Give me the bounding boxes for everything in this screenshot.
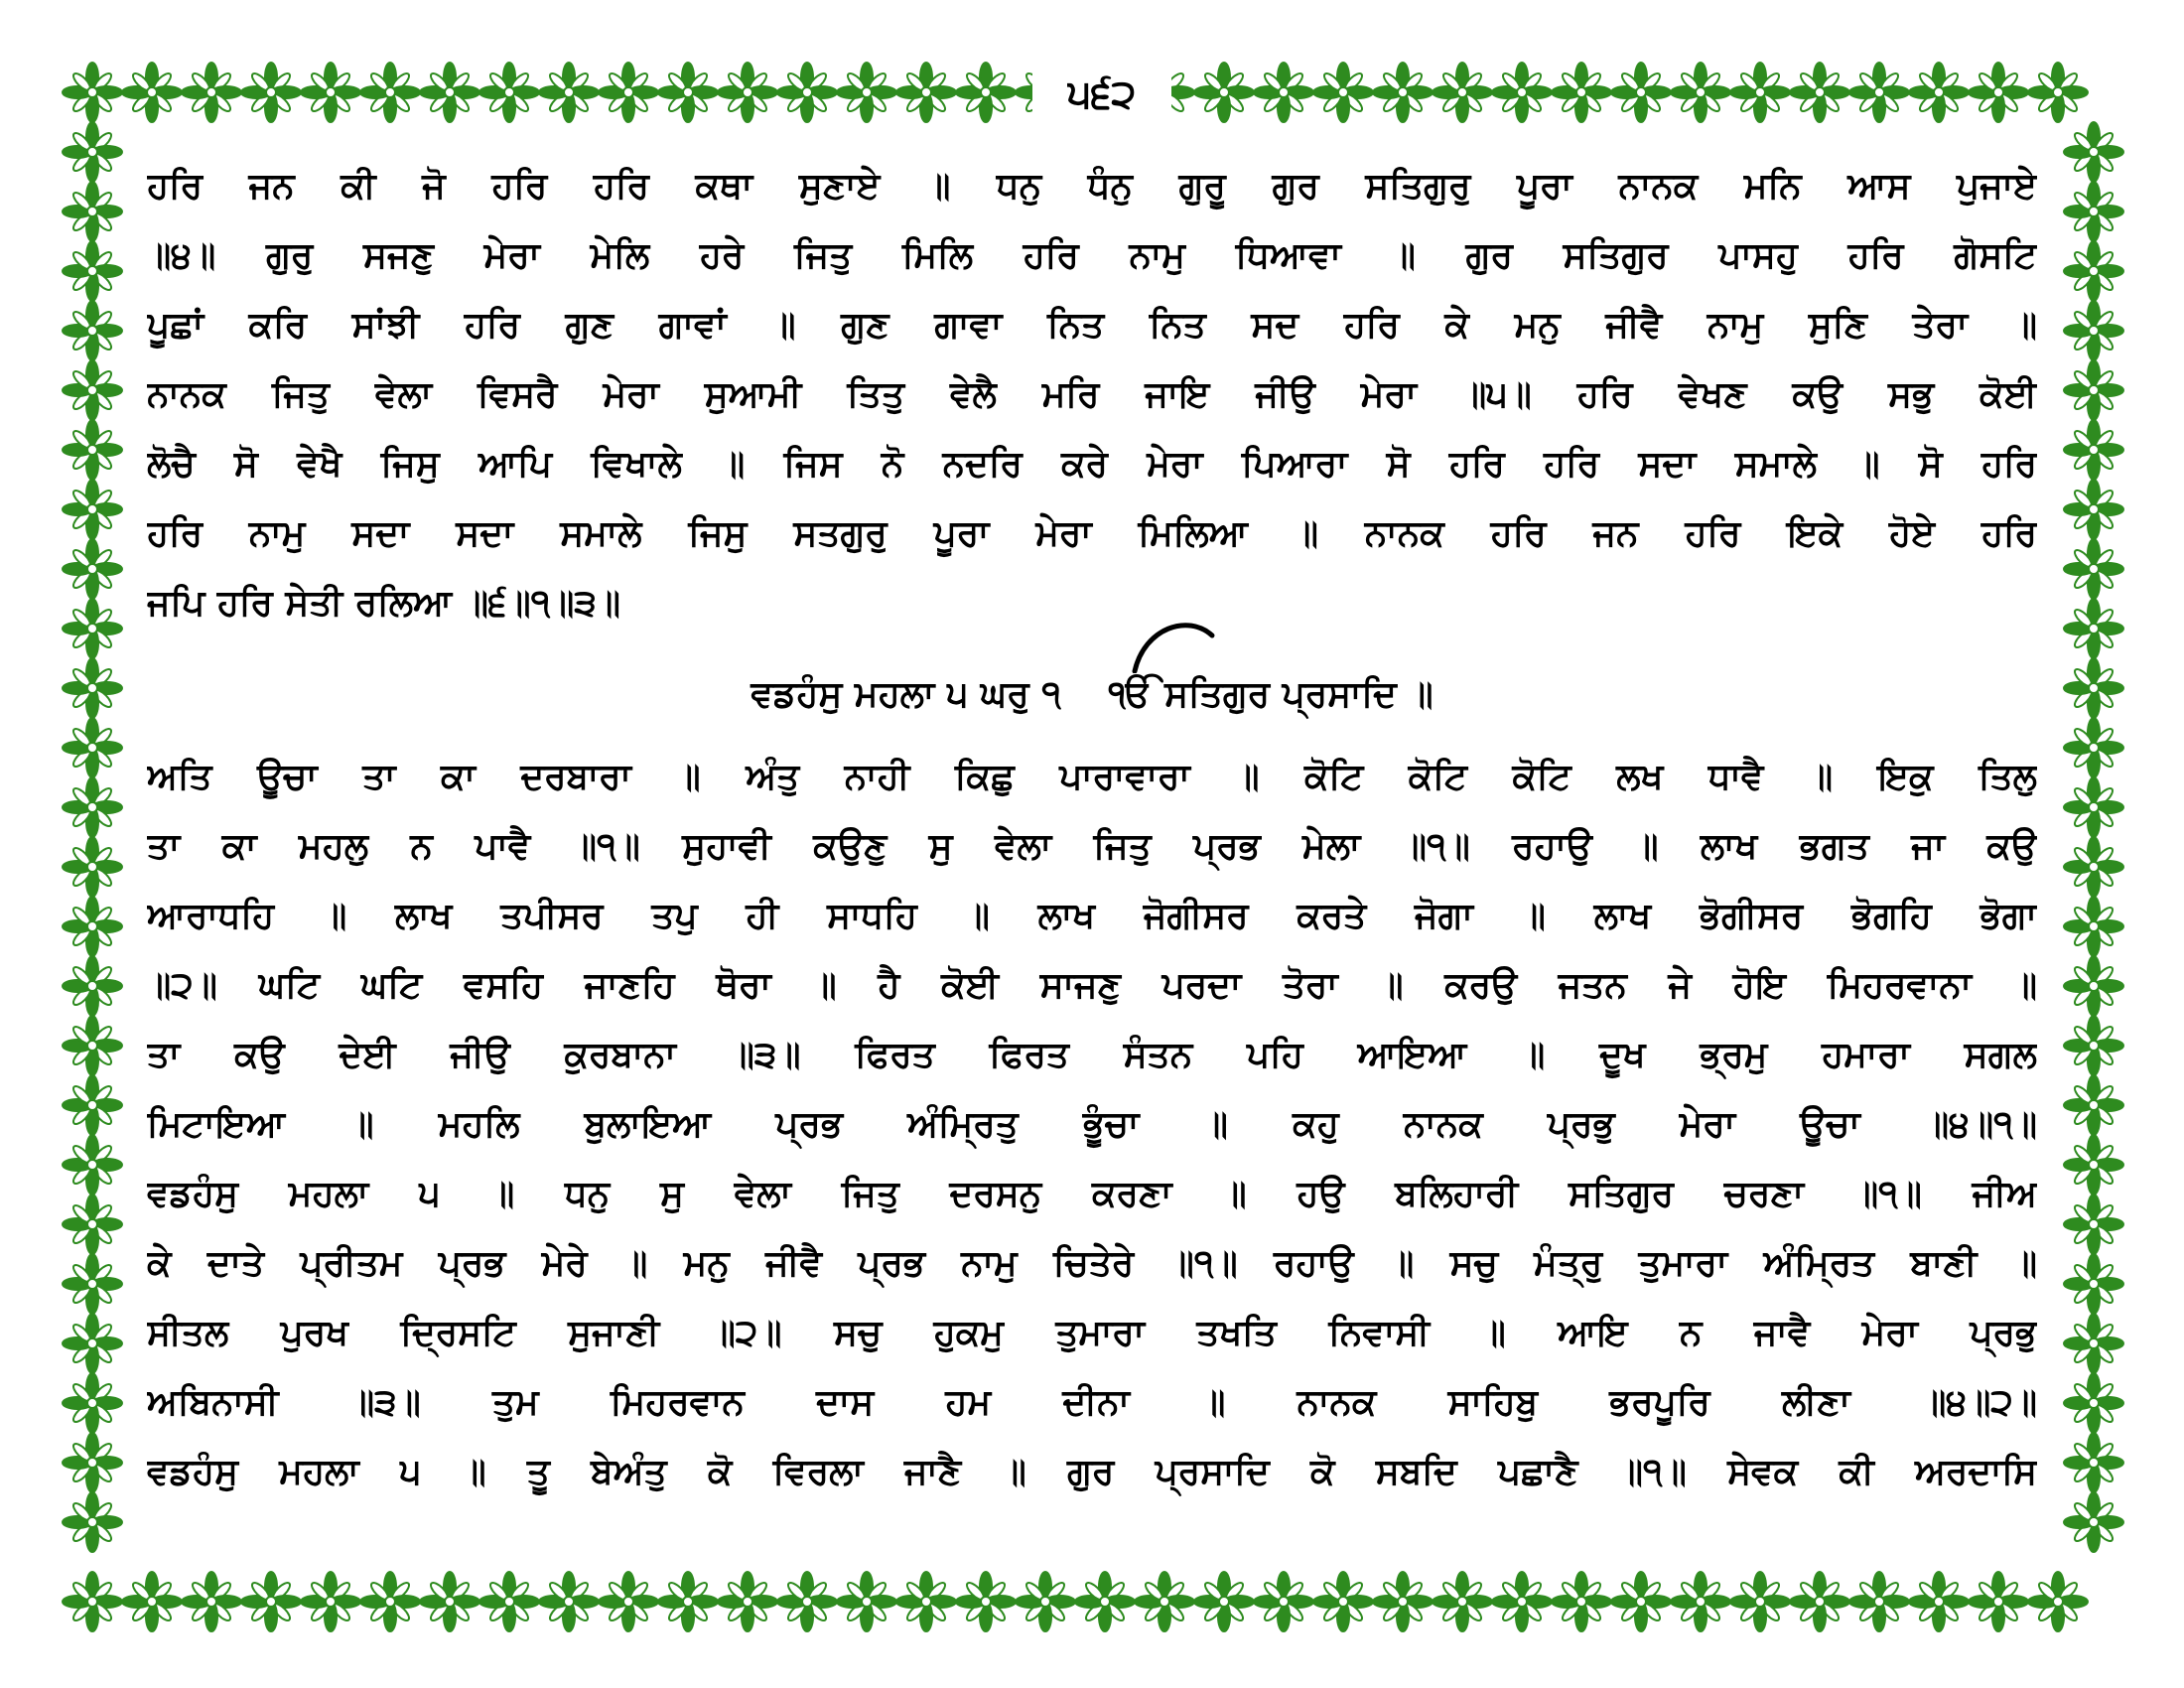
flower-icon <box>2064 1314 2123 1373</box>
flower-icon <box>360 63 420 122</box>
flower-icon <box>718 1572 777 1631</box>
flower-icon <box>301 1572 360 1631</box>
text-line: ਜਪਿ ਹਰਿ ਸੇਤੀ ਰਲਿਆ ॥੬॥੧॥੩॥ <box>147 583 621 624</box>
flower-icon <box>1671 1572 1730 1631</box>
flower-icon <box>658 63 718 122</box>
flower-icon <box>1433 63 1492 122</box>
text-line: ਪੂਛਾਂ ਕਰਿ ਸਾਂਝੀ ਹਰਿ ਗੁਣ ਗਾਵਾਂ ॥ ਗੁਣ ਗਾਵਾ ਨਿਤ ਨਿਤ ਸਦ ਹਰਿ ਕੇ ਮਨੁ ਜੀਵੈ ਨਾਮੁ ਸੁਣਿ ਤੇਰਾ ॥ <box>147 305 2037 346</box>
flower-icon <box>1730 1572 1790 1631</box>
flower-icon <box>63 897 122 956</box>
flower-icon <box>1313 1572 1373 1631</box>
flower-icon <box>1492 63 1552 122</box>
flower-icon <box>63 122 122 182</box>
floral-border-bottom <box>56 1565 2130 1638</box>
flower-icon <box>1849 63 1909 122</box>
flower-icon <box>420 63 479 122</box>
flower-icon <box>2064 420 2123 480</box>
flower-icon <box>599 1572 658 1631</box>
flower-icon <box>2064 1135 2123 1195</box>
flower-icon <box>63 182 122 241</box>
flower-icon <box>1611 63 1671 122</box>
flower-icon <box>2064 122 2123 182</box>
flower-icon <box>63 658 122 718</box>
flower-icon <box>2064 241 2123 301</box>
flower-icon <box>1969 63 2028 122</box>
flower-icon <box>63 480 122 539</box>
flower-icon <box>63 1314 122 1373</box>
flower-icon <box>1909 1572 1969 1631</box>
flower-icon <box>182 1572 241 1631</box>
flower-icon <box>63 1433 122 1492</box>
floral-border-right <box>2057 56 2130 1638</box>
flower-icon <box>2064 301 2123 360</box>
flower-icon <box>2064 599 2123 658</box>
floral-border-left <box>56 56 129 1638</box>
flower-icon <box>241 63 301 122</box>
flower-icon <box>2064 837 2123 897</box>
flower-icon <box>1909 63 1969 122</box>
flower-icon <box>1969 1572 2028 1631</box>
flower-icon <box>2064 1254 2123 1314</box>
flower-icon <box>301 63 360 122</box>
flower-icon <box>1552 1572 1611 1631</box>
flower-icon <box>63 1016 122 1075</box>
flower-icon <box>1611 1572 1671 1631</box>
flower-icon <box>63 241 122 301</box>
flower-icon <box>63 599 122 658</box>
flower-icon <box>2064 182 2123 241</box>
flower-icon <box>1790 63 1849 122</box>
flower-icon <box>2064 718 2123 777</box>
text-line: ਸੀਤਲ ਪੁਰਖ ਦ੍ਰਿਸਟਿ ਸੁਜਾਣੀ ॥੨॥ ਸਚੁ ਹੁਕਮੁ ਤੁਮਾਰਾ ਤਖਤਿ ਨਿਵਾਸੀ ॥ ਆਇ ਨ ਜਾਵੈ ਮੇਰਾ ਪ੍ਰਭੁ <box>147 1313 2037 1353</box>
flower-icon <box>63 777 122 837</box>
flower-icon <box>2064 1492 2123 1552</box>
flower-column-left <box>56 56 129 1638</box>
flower-icon <box>63 837 122 897</box>
flower-icon <box>63 1135 122 1195</box>
flower-icon <box>896 1572 956 1631</box>
ik-onkar-arc-icon <box>1131 614 1220 673</box>
flower-icon <box>1790 1572 1849 1631</box>
flower-icon <box>63 1195 122 1254</box>
flower-icon <box>956 1572 1016 1631</box>
flower-icon <box>1373 63 1433 122</box>
flower-icon <box>1730 63 1790 122</box>
flower-icon <box>241 1572 301 1631</box>
flower-icon <box>2064 1016 2123 1075</box>
flower-icon <box>1313 63 1373 122</box>
flower-icon <box>2064 956 2123 1016</box>
flower-icon <box>1254 63 1313 122</box>
flower-icon <box>837 1572 896 1631</box>
flower-icon <box>2064 658 2123 718</box>
flower-icon <box>2064 360 2123 420</box>
flower-icon <box>1373 1572 1433 1631</box>
flower-icon <box>539 63 599 122</box>
flower-icon <box>182 63 241 122</box>
flower-icon <box>1671 63 1730 122</box>
flower-icon <box>63 360 122 420</box>
flower-icon <box>63 301 122 360</box>
flower-column-right <box>2057 56 2130 1638</box>
text-line: ਕੇ ਦਾਤੇ ਪ੍ਰੀਤਮ ਪ੍ਰਭ ਮੇਰੇ ॥ ਮਨੁ ਜੀਵੈ ਪ੍ਰਭ ਨਾਮੁ ਚਿਤੇਰੇ ॥੧॥ ਰਹਾਉ ॥ ਸਚੁ ਮੰਤ੍ਰੁ ਤੁਮਾਰਾ ਅੰਮ੍ਰਿਤ ਬਾਣੀ ॥ <box>147 1243 2037 1284</box>
flower-icon <box>63 539 122 599</box>
flower-icon <box>63 1254 122 1314</box>
text-line: ਨਾਨਕ ਜਿਤੁ ਵੇਲਾ ਵਿਸਰੈ ਮੇਰਾ ਸੁਆਮੀ ਤਿਤੁ ਵੇਲੈ ਮਰਿ ਜਾਇ ਜੀਉ ਮੇਰਾ ॥੫॥ ਹਰਿ ਵੇਖਣ ਕਉ ਸਭੁ ਕੋਈ <box>147 374 2037 415</box>
flower-icon <box>122 63 182 122</box>
flower-icon <box>777 63 837 122</box>
flower-icon <box>1433 1572 1492 1631</box>
flower-icon <box>599 63 658 122</box>
flower-icon <box>956 63 1016 122</box>
flower-icon <box>658 1572 718 1631</box>
text-line: ਵਡਹੰਸੁ ਮਹਲਾ ੫ ॥ ਧਨੁ ਸੁ ਵੇਲਾ ਜਿਤੁ ਦਰਸਨੁ ਕਰਣਾ ॥ ਹਉ ਬਲਿਹਾਰੀ ਸਤਿਗੁਰ ਚਰਣਾ ॥੧॥ ਜੀਅ <box>147 1174 2037 1214</box>
flower-icon <box>2064 777 2123 837</box>
flower-icon <box>63 718 122 777</box>
flower-icon <box>63 1075 122 1135</box>
flower-icon <box>1075 1572 1135 1631</box>
text-line: ਆਰਾਧਹਿ ॥ ਲਾਖ ਤਪੀਸਰ ਤਪੁ ਹੀ ਸਾਧਹਿ ॥ ਲਾਖ ਜੋਗੀਸਰ ਕਰਤੇ ਜੋਗਾ ॥ ਲਾਖ ਭੋਗੀਸਰ ਭੋਗਹਿ ਭੋਗਾ <box>147 896 2037 936</box>
text-line: ਤਾ ਕਾ ਮਹਲੁ ਨ ਪਾਵੈ ॥੧॥ ਸੁਹਾਵੀ ਕਉਣੁ ਸੁ ਵੇਲਾ ਜਿਤੁ ਪ੍ਰਭ ਮੇਲਾ ॥੧॥ ਰਹਾਉ ॥ ਲਾਖ ਭਗਤ ਜਾ ਕਉ <box>147 826 2037 867</box>
flower-icon <box>1849 1572 1909 1631</box>
page-number: ੫੬੨ <box>1032 62 1171 127</box>
text-line: ॥੪॥ ਗੁਰੁ ਸਜਣੁ ਮੇਰਾ ਮੇਲਿ ਹਰੇ ਜਿਤੁ ਮਿਲਿ ਹਰਿ ਨਾਮੁ ਧਿਆਵਾ ॥ ਗੁਰ ਸਤਿਗੁਰ ਪਾਸਹੁ ਹਰਿ ਗੋਸਟਿ <box>147 235 2037 276</box>
text-line: ਲੋਚੈ ਸੋ ਵੇਖੈ ਜਿਸੁ ਆਪਿ ਵਿਖਾਲੇ ॥ ਜਿਸ ਨੋ ਨਦਰਿ ਕਰੇ ਮੇਰਾ ਪਿਆਰਾ ਸੋ ਹਰਿ ਹਰਿ ਸਦਾ ਸਮਾਲੇ ॥ ਸੋ ਹਰਿ <box>147 444 2037 485</box>
flower-icon <box>1492 1572 1552 1631</box>
flower-icon <box>1194 1572 1254 1631</box>
flower-icon <box>479 63 539 122</box>
text-line: ਹਰਿ ਨਾਮੁ ਸਦਾ ਸਦਾ ਸਮਾਲੇ ਜਿਸੁ ਸਤਗੁਰੁ ਪੂਰਾ ਮੇਰਾ ਮਿਲਿਆ ॥ ਨਾਨਕ ਹਰਿ ਜਨ ਹਰਿ ਇਕੇ ਹੋਏ ਹਰਿ <box>147 513 2037 554</box>
flower-icon <box>1194 63 1254 122</box>
heading-mool-mantar <box>1109 667 1433 723</box>
flower-icon <box>837 63 896 122</box>
flower-icon <box>63 1492 122 1552</box>
flower-icon <box>360 1572 420 1631</box>
flower-row-bottom <box>56 1565 2130 1638</box>
scripture-text <box>147 159 2037 1569</box>
text-line: ਮਿਟਾਇਆ ॥ ਮਹਲਿ ਬੁਲਾਇਆ ਪ੍ਰਭ ਅੰਮ੍ਰਿਤੁ ਭੂੰਚਾ ॥ ਕਹੁ ਨਾਨਕ ਪ੍ਰਭੁ ਮੇਰਾ ਊਚਾ ॥੪॥੧॥ <box>147 1104 2037 1145</box>
flower-icon <box>420 1572 479 1631</box>
heading-mangal: ੴ ਸਤਿਗੁਰ ਪ੍ਰਸਾਦਿ ॥ <box>1108 674 1433 715</box>
text-line: ਅਬਿਨਾਸੀ ॥੩॥ ਤੁਮ ਮਿਹਰਵਾਨ ਦਾਸ ਹਮ ਦੀਨਾ ॥ ਨਾਨਕ ਸਾਹਿਬੁ ਭਰਪੂਰਿ ਲੀਣਾ ॥੪॥੨॥ <box>147 1382 2037 1423</box>
flower-icon <box>777 1572 837 1631</box>
flower-icon <box>539 1572 599 1631</box>
heading-raag: ਵਡਹੰਸੁ ਮਹਲਾ ੫ ਘਰੁ ੧ <box>751 674 1061 715</box>
flower-icon <box>63 1373 122 1433</box>
flower-icon <box>1254 1572 1313 1631</box>
flower-icon <box>479 1572 539 1631</box>
flower-icon <box>63 956 122 1016</box>
flower-icon <box>1552 63 1611 122</box>
flower-icon <box>1135 1572 1194 1631</box>
flower-icon <box>122 1572 182 1631</box>
flower-icon <box>896 63 956 122</box>
text-line: ਹਰਿ ਜਨ ਕੀ ਜੋ ਹਰਿ ਹਰਿ ਕਥਾ ਸੁਣਾਏ ॥ ਧਨੁ ਧੰਨੁ ਗੁਰੂ ਗੁਰ ਸਤਿਗੁਰੁ ਪੂਰਾ ਨਾਨਕ ਮਨਿ ਆਸ ਪੁਜਾਏ <box>147 166 2037 207</box>
flower-icon <box>2064 480 2123 539</box>
text-line: ਅਤਿ ਊਚਾ ਤਾ ਕਾ ਦਰਬਾਰਾ ॥ ਅੰਤੁ ਨਾਹੀ ਕਿਛੁ ਪਾਰਾਵਾਰਾ ॥ ਕੋਟਿ ਕੋਟਿ ਕੋਟਿ ਲਖ ਧਾਵੈ ॥ ਇਕੁ ਤਿਲੁ <box>147 757 2037 797</box>
flower-icon <box>718 63 777 122</box>
flower-icon <box>2064 1433 2123 1492</box>
flower-icon <box>2064 1195 2123 1254</box>
text-line: ॥੨॥ ਘਟਿ ਘਟਿ ਵਸਹਿ ਜਾਣਹਿ ਥੋਰਾ ॥ ਹੈ ਕੋਈ ਸਾਜਣੁ ਪਰਦਾ ਤੋਰਾ ॥ ਕਰਉ ਜਤਨ ਜੇ ਹੋਇ ਮਿਹਰਵਾਨਾ ॥ <box>147 965 2037 1006</box>
flower-icon <box>2064 1373 2123 1433</box>
text-line: ਤਾ ਕਉ ਦੇਈ ਜੀਉ ਕੁਰਬਾਨਾ ॥੩॥ ਫਿਰਤ ਫਿਰਤ ਸੰਤਨ ਪਹਿ ਆਇਆ ॥ ਦੂਖ ਭ੍ਰਮੁ ਹਮਾਰਾ ਸਗਲ <box>147 1035 2037 1075</box>
flower-icon <box>2064 1075 2123 1135</box>
flower-icon <box>2064 897 2123 956</box>
text-line: ਵਡਹੰਸੁ ਮਹਲਾ ੫ ॥ ਤੂ ਬੇਅੰਤੁ ਕੋ ਵਿਰਲਾ ਜਾਣੈ ॥ ਗੁਰ ਪ੍ਰਸਾਦਿ ਕੋ ਸਬਦਿ ਪਛਾਣੈ ॥੧॥ ਸੇਵਕ ਕੀ ਅਰਦਾਸਿ <box>147 1452 2037 1492</box>
flower-icon <box>1016 1572 1075 1631</box>
flower-icon <box>63 420 122 480</box>
flower-icon <box>2064 539 2123 599</box>
section-heading <box>147 667 2037 723</box>
